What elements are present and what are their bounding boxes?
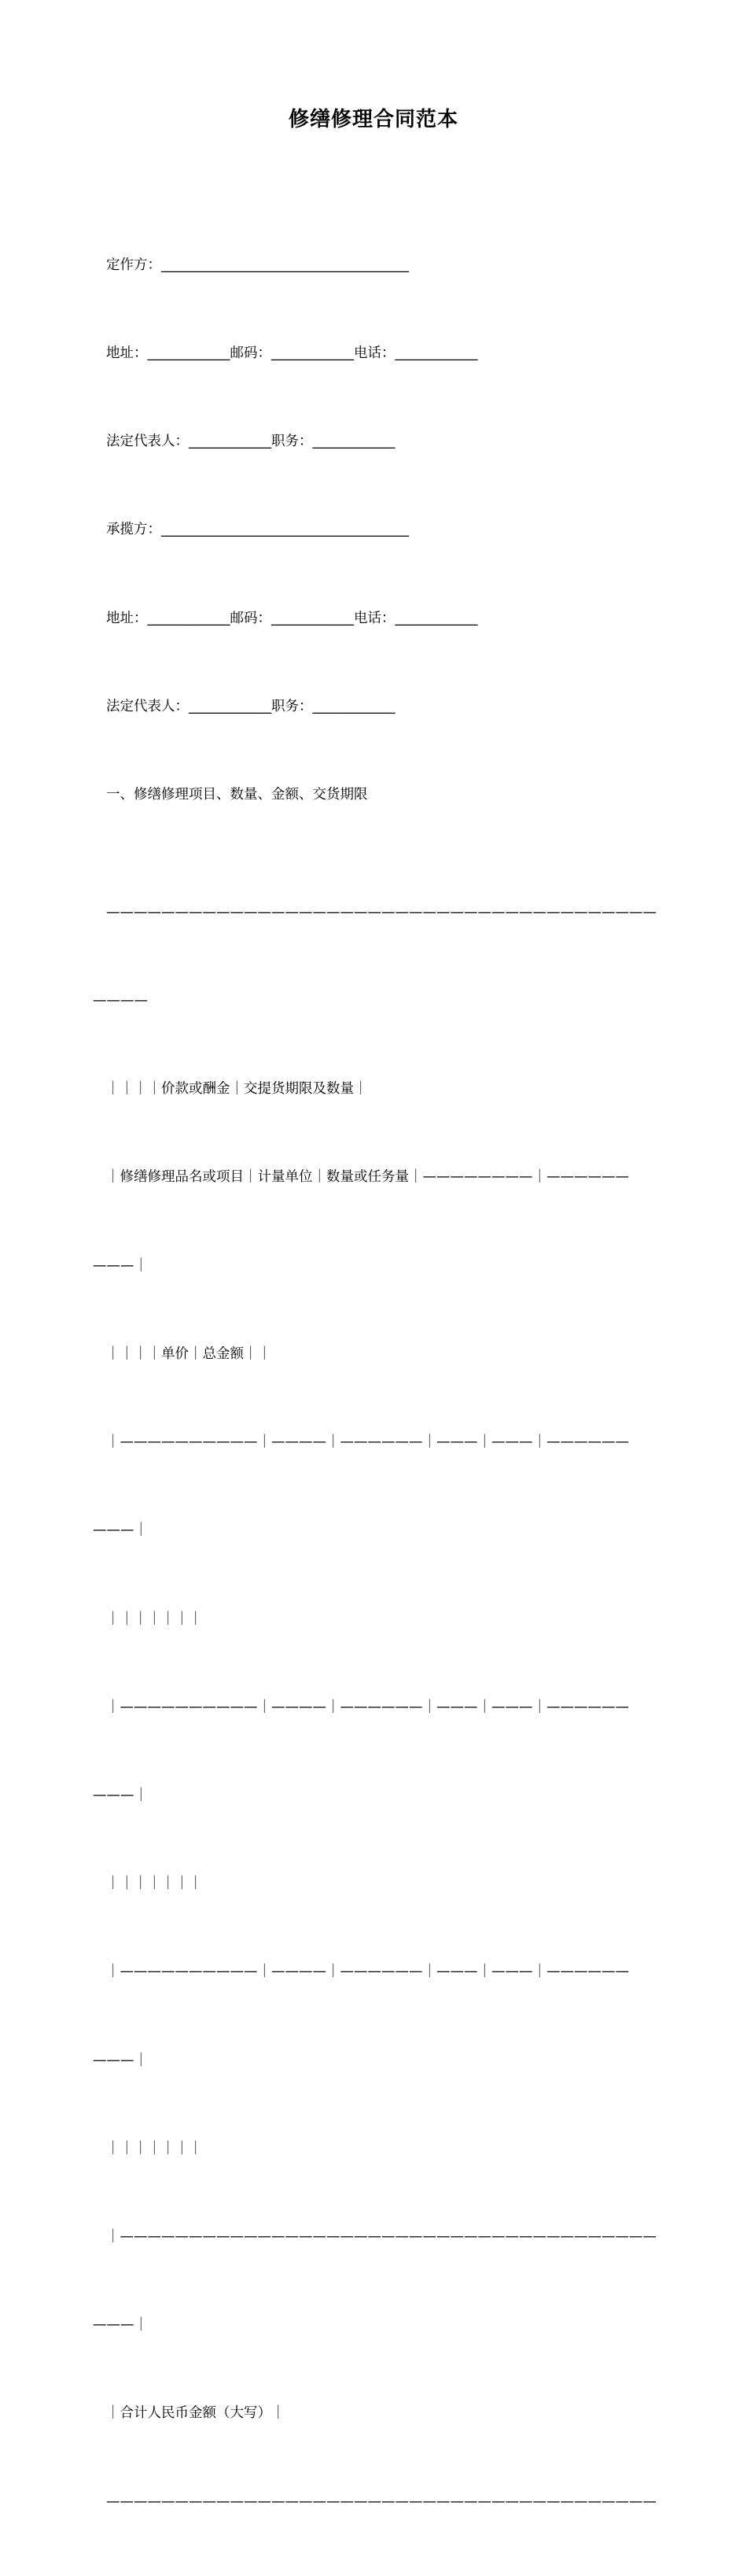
party-a-address-line: 地址：____________邮码：____________电话：____________ bbox=[106, 345, 478, 362]
table-header-row-1: ｜｜｜｜价款或酬金｜交提货期限及数量｜ bbox=[106, 1081, 368, 1098]
table-header-row-3: ｜｜｜｜单价｜总金额｜｜ bbox=[106, 1345, 271, 1362]
party-b-line: 承揽方：____________________________________ bbox=[106, 522, 409, 538]
table-divider-row: ｜——————————｜————｜——————｜———｜———｜—————— bbox=[106, 1964, 629, 1980]
party-b-representative-line: 法定代表人：____________职务：____________ bbox=[106, 698, 396, 714]
table-divider-row-wrap: ———｜ bbox=[93, 1522, 148, 1539]
table-empty-row: ｜｜｜｜｜｜｜ bbox=[106, 2140, 203, 2157]
party-a-representative-line: 法定代表人：____________职务：____________ bbox=[106, 434, 396, 450]
table-divider-row: ｜——————————｜————｜——————｜———｜———｜—————— bbox=[106, 1699, 629, 1715]
table-divider-row: ｜——————————｜————｜——————｜———｜———｜—————— bbox=[106, 1434, 629, 1451]
table-empty-row: ｜｜｜｜｜｜｜ bbox=[106, 1611, 203, 1627]
document-title: 修缮修理合同范本 bbox=[288, 108, 458, 131]
table-rule-line-wrap: ———— bbox=[93, 992, 148, 1009]
table-header-row-2: ｜修缮修理品名或项目｜计量单位｜数量或任务量｜————————｜—————— bbox=[106, 1169, 629, 1186]
table-bottom-rule: ———————————————————————————————————————— bbox=[106, 2493, 657, 2510]
table-total-row: ｜合计人民币金额（大写）｜ bbox=[106, 2405, 285, 2422]
section-one-heading: 一、修缮修理项目、数量、金额、交货期限 bbox=[106, 787, 368, 803]
party-a-line: 定作方：____________________________________ bbox=[106, 256, 409, 273]
table-total-divider-wrap: ———｜ bbox=[93, 2317, 148, 2334]
document-body bbox=[93, 192, 659, 2576]
table-divider-row-wrap: ———｜ bbox=[93, 2052, 148, 2069]
table-empty-row: ｜｜｜｜｜｜｜ bbox=[106, 1876, 203, 1892]
table-header-row-2-wrap: ———｜ bbox=[93, 1257, 148, 1274]
table-divider-row-wrap: ———｜ bbox=[93, 1787, 148, 1803]
table-rule-line: ———————————————————————————————————————— bbox=[106, 904, 657, 921]
table-total-divider: ｜——————————————————————————————————————— bbox=[106, 2229, 657, 2246]
party-b-address-line: 地址：____________邮码：____________电话：____________ bbox=[106, 610, 478, 626]
